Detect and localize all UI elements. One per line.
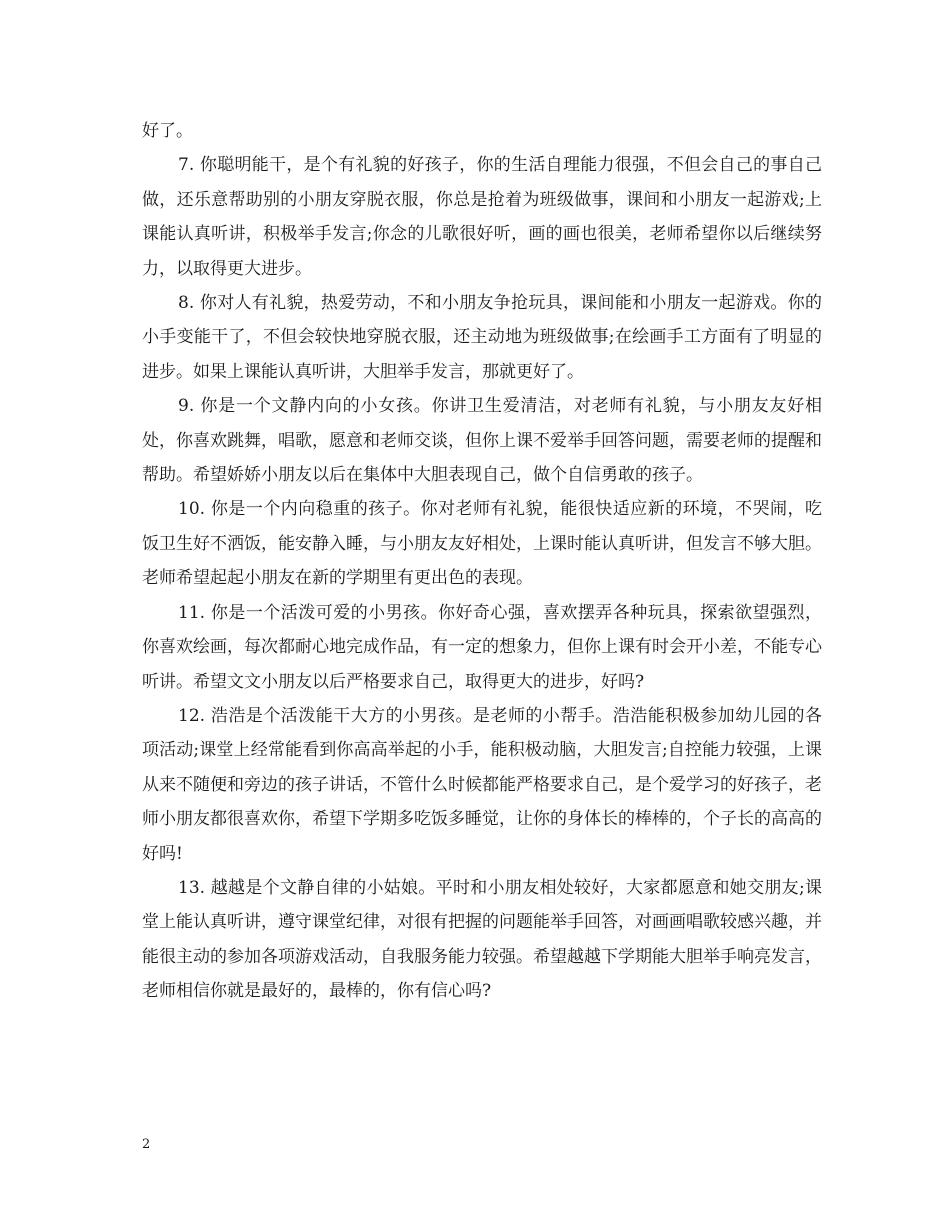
paragraph-item-11: 11. 你是一个活泼可爱的小男孩。你好奇心强，喜欢摆弄各种玩具，探索欲望强烈，你喜欢绘画，每次都耐心地完成作品，有一定的想象力，但你上课有时会开小差，不能专心听讲。希望文文小朋友以后严格要求自己，取得更大的进步，好吗? (142, 602, 822, 692)
paragraph-item-10: 10. 你是一个内向稳重的孩子。你对老师有礼貌，能很快适应新的环境，不哭闹，吃饭卫生好不洒饭，能安静入睡，与小朋友友好相处，上课时能认真听讲，但发言不够大胆。老师希望起起小朋友在新的学期里有更出色的表现。 (142, 499, 822, 589)
paragraph-item-12: 12. 浩浩是个活泼能干大方的小男孩。是老师的小帮手。浩浩能积极参加幼儿园的各项活动;课堂上经常能看到你高高举起的小手，能积极动脑，大胆发言;自控能力较强，上课从来不随便和旁边的孩子讲话，不管什么时候都能严格要求自己，是个爱学习的好孩子，老师小朋友都很喜欢你，希望下学期多吃饭多睡觉，让你的身体长的棒棒的，个子长的高高的好吗! (142, 705, 822, 864)
paragraph-continuation: 好了。 (142, 121, 193, 141)
paragraph-item-8: 8. 你对人有礼貌，热爱劳动，不和小朋友争抢玩具，课间能和小朋友一起游戏。你的小手变能干了，不但会较快地穿脱衣服，还主动地为班级做事;在绘画手工方面有了明显的进步。如果上课能认真听讲，大胆举手发言，那就更好了。 (142, 293, 822, 382)
document-body (142, 114, 822, 1009)
paragraph-item-13: 13. 越越是个文静自律的小姑娘。平时和小朋友相处较好，大家都愿意和她交朋友;课堂上能认真听讲，遵守课堂纪律，对很有把握的问题能举手回答，对画画唱歌较感兴趣，并能很主动的参加各项游戏活动，自我服务能力较强。希望越越下学期能大胆举手响亮发言，老师相信你就是最好的，最棒的，你有信心吗? (142, 877, 822, 1002)
paragraph-item-7: 7. 你聪明能干，是个有礼貌的好孩子，你的生活自理能力很强，不但会自己的事自己做，还乐意帮助别的小朋友穿脱衣服，你总是抢着为班级做事，课间和小朋友一起游戏;上课能认真听讲，积极举手发言;你念的儿歌很好听，画的画也很美，老师希望你以后继续努力，以取得更大进步。 (142, 155, 822, 279)
paragraph-item-9: 9. 你是一个文静内向的小女孩。你讲卫生爱清洁，对老师有礼貌，与小朋友友好相处，你喜欢跳舞，唱歌，愿意和老师交谈，但你上课不爱举手回答问题，需要老师的提醒和帮助。希望娇娇小朋友以后在集体中大胆表现自己，做个自信勇敢的孩子。 (142, 396, 822, 486)
page-number: 2 (142, 1137, 151, 1152)
